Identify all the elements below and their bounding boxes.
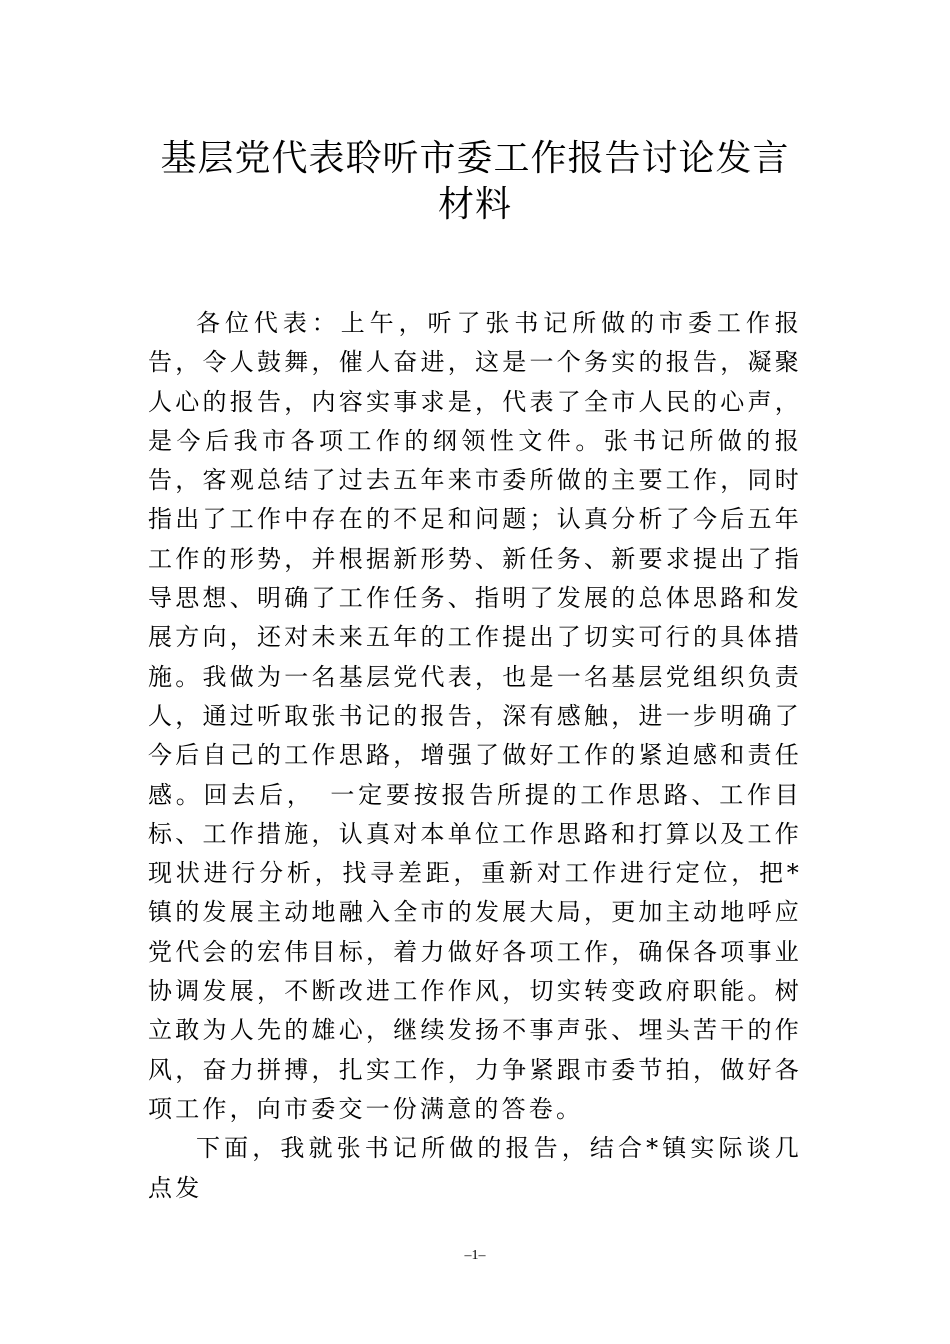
document-body bbox=[148, 304, 802, 1208]
document-title: 基层党代表聆听市委工作报告讨论发言材料 bbox=[160, 138, 790, 225]
paragraph-following: 下面，我就张书记所做的报告，结合*镇实际谈几点发 bbox=[148, 1134, 802, 1202]
paragraph-opening: 各位代表：上午，听了张书记所做的市委工作报告，令人鼓舞，催人奋进，这是一个务实的报告，凝聚人心的报告，内容实事求是，代表了全市人民的心声，是今后我市各项工作的纲领性文件。张书记所做的报告，客观总结了过去五年来市委所做的主要工作，同时指出了工作中存在的不足和问题；认真分析了今后五年工作的形势，并根据新形势、新任务、新要求提出了指导思想、明确了工作任务、指明了发展的总体思路和发展方向，还对未来五年的工作提出了切实可行的具体措施。我做为一名基层党代表，也是一名基层党组织负责人，通过听取张书记的报告，深有感触，进一步明确了今后自己的工作思路，增强了做好工作的紧迫感和责任感。回去后， 一定要按报告所提的工作思路、工作目标、工作措施，认真对本单位工作思路和打算以及工作现状进行分析，找寻差距，重新对工作进行定位，把*镇的发展主动地融入全市的发展大局，更加主动地呼应党代会的宏伟目标，着力做好各项工作，确保各项事业协调发展，不断改进工作作风，切实转变政府职能。树立敢为人先的雄心，继续发扬不事声张、埋头苦干的作风，奋力拼搏，扎实工作，力争紧跟市委节拍，做好各项工作，向市委交一份满意的答卷。 bbox=[148, 309, 802, 1123]
page-number: –1– bbox=[464, 1248, 486, 1263]
